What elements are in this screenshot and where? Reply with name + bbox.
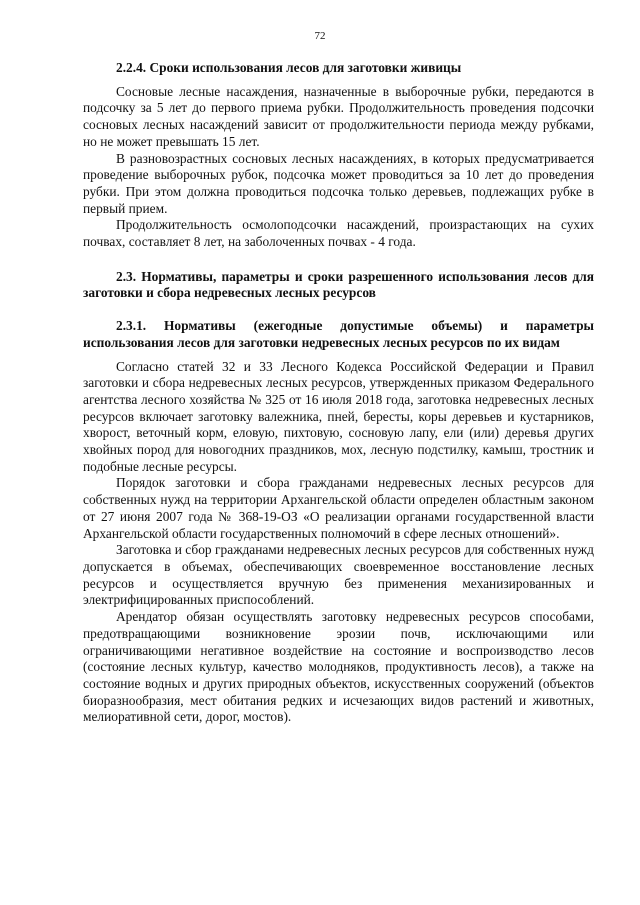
paragraph: Порядок заготовки и сбора гражданами недревесных лесных ресурсов для собственных нужд на территории Архангельской области определен областным законом от 27 июня 2007 года № 368-19-ОЗ «О реализации органами государственной власти Архангельской области государственных полномочий в сфере лесных отношений».: [83, 475, 594, 541]
section-heading-2-3-1: 2.3.1. Нормативы (ежегодные допустимые объемы) и параметры использования лесов для заготовки недревесных лесных ресурсов по их видам: [83, 318, 594, 350]
paragraph: Согласно статей 32 и 33 Лесного Кодекса Российской Федерации и Правил заготовки и сбора недревесных лесных ресурсов, утвержденных приказом Федерального агентства лесного хозяйства № 325 от 16 июля 2018 года, заготовка недревесных лесных ресурсов включает заготовку валежника, пней, бересты, коры деревьев и кустарников, хворост, веточный корм, еловую, пихтовую, сосновую лапу, ели (или) деревья других хвойных пород для новогодних праздников, мох, лесную подстилку, камыш, тростник и подобные лесные ресурсы.: [83, 358, 594, 474]
page-number: 72: [314, 30, 326, 42]
paragraph: Сосновые лесные насаждения, назначенные в выборочные рубки, передаются в подсочку за 5 лет до первого приема рубки. Продолжительность проведения подсочки сосновых лесных насаждений зависит от продолжительности периода между рубками, но не может превышать 15 лет.: [83, 83, 594, 149]
page-content: [83, 60, 594, 726]
paragraph: Продолжительность осмолоподсочки насаждений, произрастающих на сухих почвах, составляет 8 лет, на заболоченных почвах - 4 года.: [83, 217, 594, 250]
spacer: [83, 352, 594, 359]
paragraph: В разновозрастных сосновых лесных насаждениях, в которых предусматривается проведение выборочных рубок, подсочка может проводиться за 10 лет до проведения рубки. При этом должна проводиться подсочка только деревьев, подлежащих рубке в первый прием.: [83, 150, 594, 216]
spacer: [83, 251, 594, 269]
spacer: [83, 302, 594, 318]
paragraph: Заготовка и сбор гражданами недревесных лесных ресурсов для собственных нужд допускается в объемах, обеспечивающих своевременное восстановление лесных ресурсов и осуществляется вручную без применения механизированных и электрифицированных приспособлений.: [83, 542, 594, 608]
paragraph: Арендатор обязан осуществлять заготовку недревесных ресурсов способами, предотвращающими возникновение эрозии почв, исключающими или ограничивающими негативное воздействие на состояние и воспроизводство лесов (состояние лесных культур, качество молодняков, продуктивность лесов), а также на состояние водных и других природных объектов, искусственных сооружений (объектов биоразнообразия, мест обитания редких и исчезающих видов растений и животных, мелиоративной сети, дорог, мостов).: [83, 609, 594, 725]
spacer: [83, 77, 594, 84]
section-heading-2-2-4: 2.2.4. Сроки использования лесов для заготовки живицы: [116, 60, 462, 75]
section-heading-2-3: 2.3. Нормативы, параметры и сроки разрешенного использования лесов для заготовки и сбора недревесных лесных ресурсов: [83, 268, 594, 301]
